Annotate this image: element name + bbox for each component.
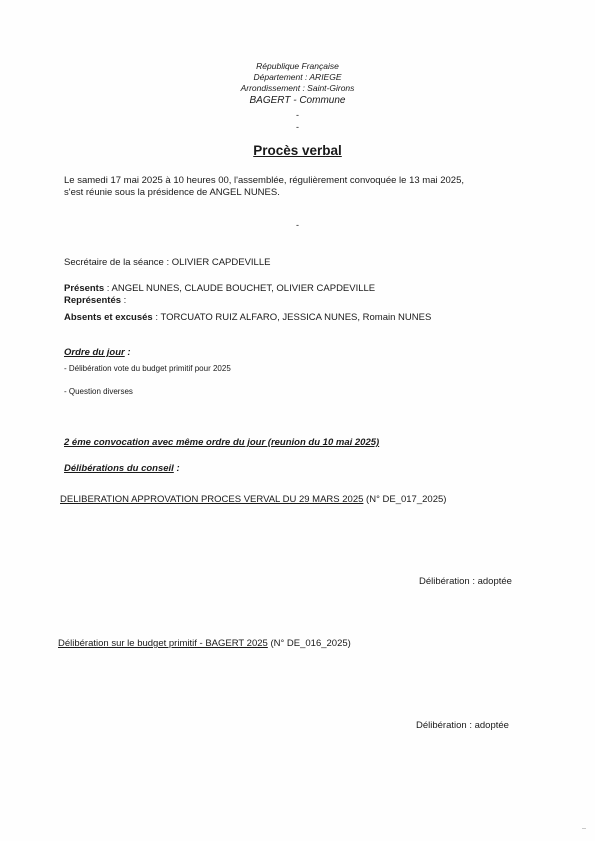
header-departement: Département : ARIEGE <box>253 72 342 82</box>
deliberation-2-ref: (N° DE_016_2025) <box>267 638 351 649</box>
header-republique: République Française <box>256 61 339 71</box>
header-dash-2: - <box>296 122 299 132</box>
ordre-item-2: - Question diverses <box>64 387 133 396</box>
absents-value: : TORCUATO RUIZ ALFARO, JESSICA NUNES, Romain NUNES <box>152 312 432 323</box>
deliberations-heading-line: Délibérations du conseil : <box>64 463 180 474</box>
header-arrondissement: Arrondissement : Saint-Girons <box>240 83 355 93</box>
absents-line <box>64 312 431 323</box>
deliberation-1-ref: (N° DE_017_2025) <box>363 494 447 505</box>
page-title: Procès verbal <box>253 143 342 158</box>
ordre-item-1: - Délibération vote du budget primitif pour 2025 <box>64 364 231 373</box>
ordre-du-jour-heading-line: Ordre du jour : <box>64 347 131 358</box>
presents-label: Présents <box>64 283 105 294</box>
presents-value: : ANGEL NUNES, CLAUDE BOUCHET, OLIVIER CAPDEVILLE <box>104 283 376 294</box>
deliberation-1-line <box>60 494 446 505</box>
convocation-line: 2 éme convocation avec même ordre du jour (reunion du 10 mai 2025) <box>64 437 380 448</box>
intro-line-1: Le samedi 17 mai 2025 à 10 heures 00, l'assemblée, régulièrement convoquée le 13 mai 2025, <box>64 175 465 186</box>
header-commune: BAGERT - Commune <box>249 95 346 106</box>
deliberation-1-title: DELIBERATION APPROVATION PROCES VERVAL DU 29 MARS 2025 <box>60 494 364 505</box>
deliberation-1-result: Délibération : adoptée <box>419 576 512 587</box>
ordre-du-jour-heading: Ordre du jour <box>64 347 125 358</box>
deliberation-2-line <box>58 638 351 649</box>
section-separator: - <box>296 220 299 230</box>
deliberation-2-title: Délibération sur le budget primitif - BAGERT 2025 <box>58 638 268 649</box>
scan-mark <box>582 828 586 829</box>
representes-line <box>64 295 126 306</box>
deliberations-heading: Délibérations du conseil <box>64 463 174 474</box>
absents-label: Absents et excusés <box>64 312 153 323</box>
representes-label: Représentés <box>64 295 122 306</box>
presents-line <box>64 283 375 294</box>
representes-value: : <box>121 295 127 306</box>
deliberation-2-result: Délibération : adoptée <box>416 720 509 731</box>
intro-line-2: s'est réunie sous la présidence de ANGEL NUNES. <box>64 187 280 198</box>
header-dash-1: - <box>296 110 299 120</box>
secretaire-line: Secrétaire de la séance : OLIVIER CAPDEVILLE <box>64 257 271 268</box>
